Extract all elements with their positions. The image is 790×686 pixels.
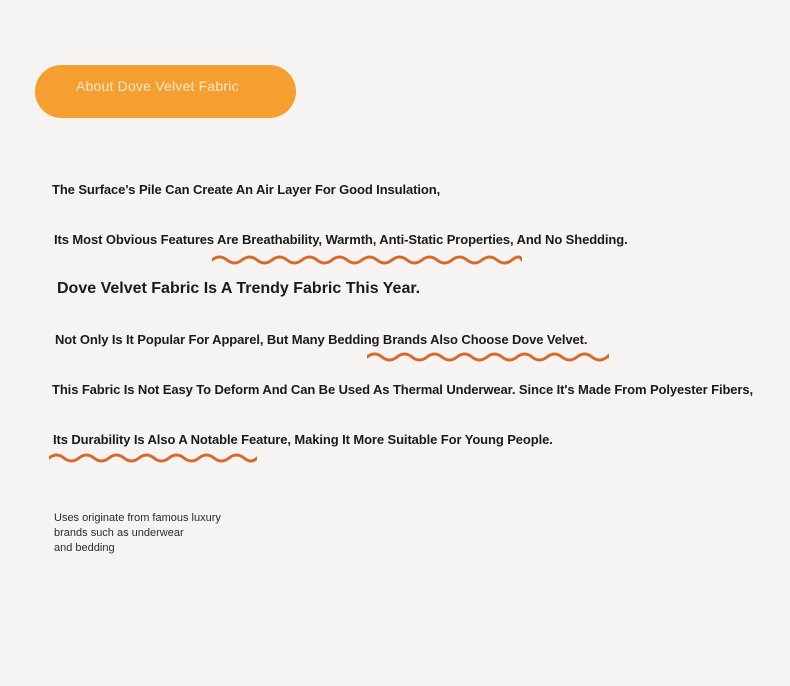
note-line-3: and bedding <box>54 542 115 554</box>
note-line-2: brands such as underwear <box>54 527 184 539</box>
wave-underline-1 <box>212 254 522 266</box>
wave-underline-3 <box>49 452 257 464</box>
note-line-1: Uses originate from famous luxury <box>54 512 221 524</box>
text-line-4: Not Only Is It Popular For Apparel, But Many Bedding Brands Also Choose Dove Velvet. <box>55 332 588 347</box>
text-line-2: Its Most Obvious Features Are Breathability, Warmth, Anti-Static Properties, And No Shedding. <box>54 232 628 247</box>
text-line-5: This Fabric Is Not Easy To Deform And Can Be Used As Thermal Underwear. Since It's Made From Polyester Fibers, <box>52 382 754 397</box>
text-line-6: Its Durability Is Also A Notable Feature, Making It More Suitable For Young People. <box>53 432 553 447</box>
note-block <box>54 511 221 556</box>
header-badge <box>35 65 296 118</box>
wave-underline-2 <box>367 351 609 363</box>
text-line-3: Dove Velvet Fabric Is A Trendy Fabric This Year. <box>57 280 421 297</box>
text-line-1: The Surface's Pile Can Create An Air Layer For Good Insulation, <box>52 182 441 197</box>
header-badge-text: About Dove Velvet Fabric <box>76 78 239 94</box>
